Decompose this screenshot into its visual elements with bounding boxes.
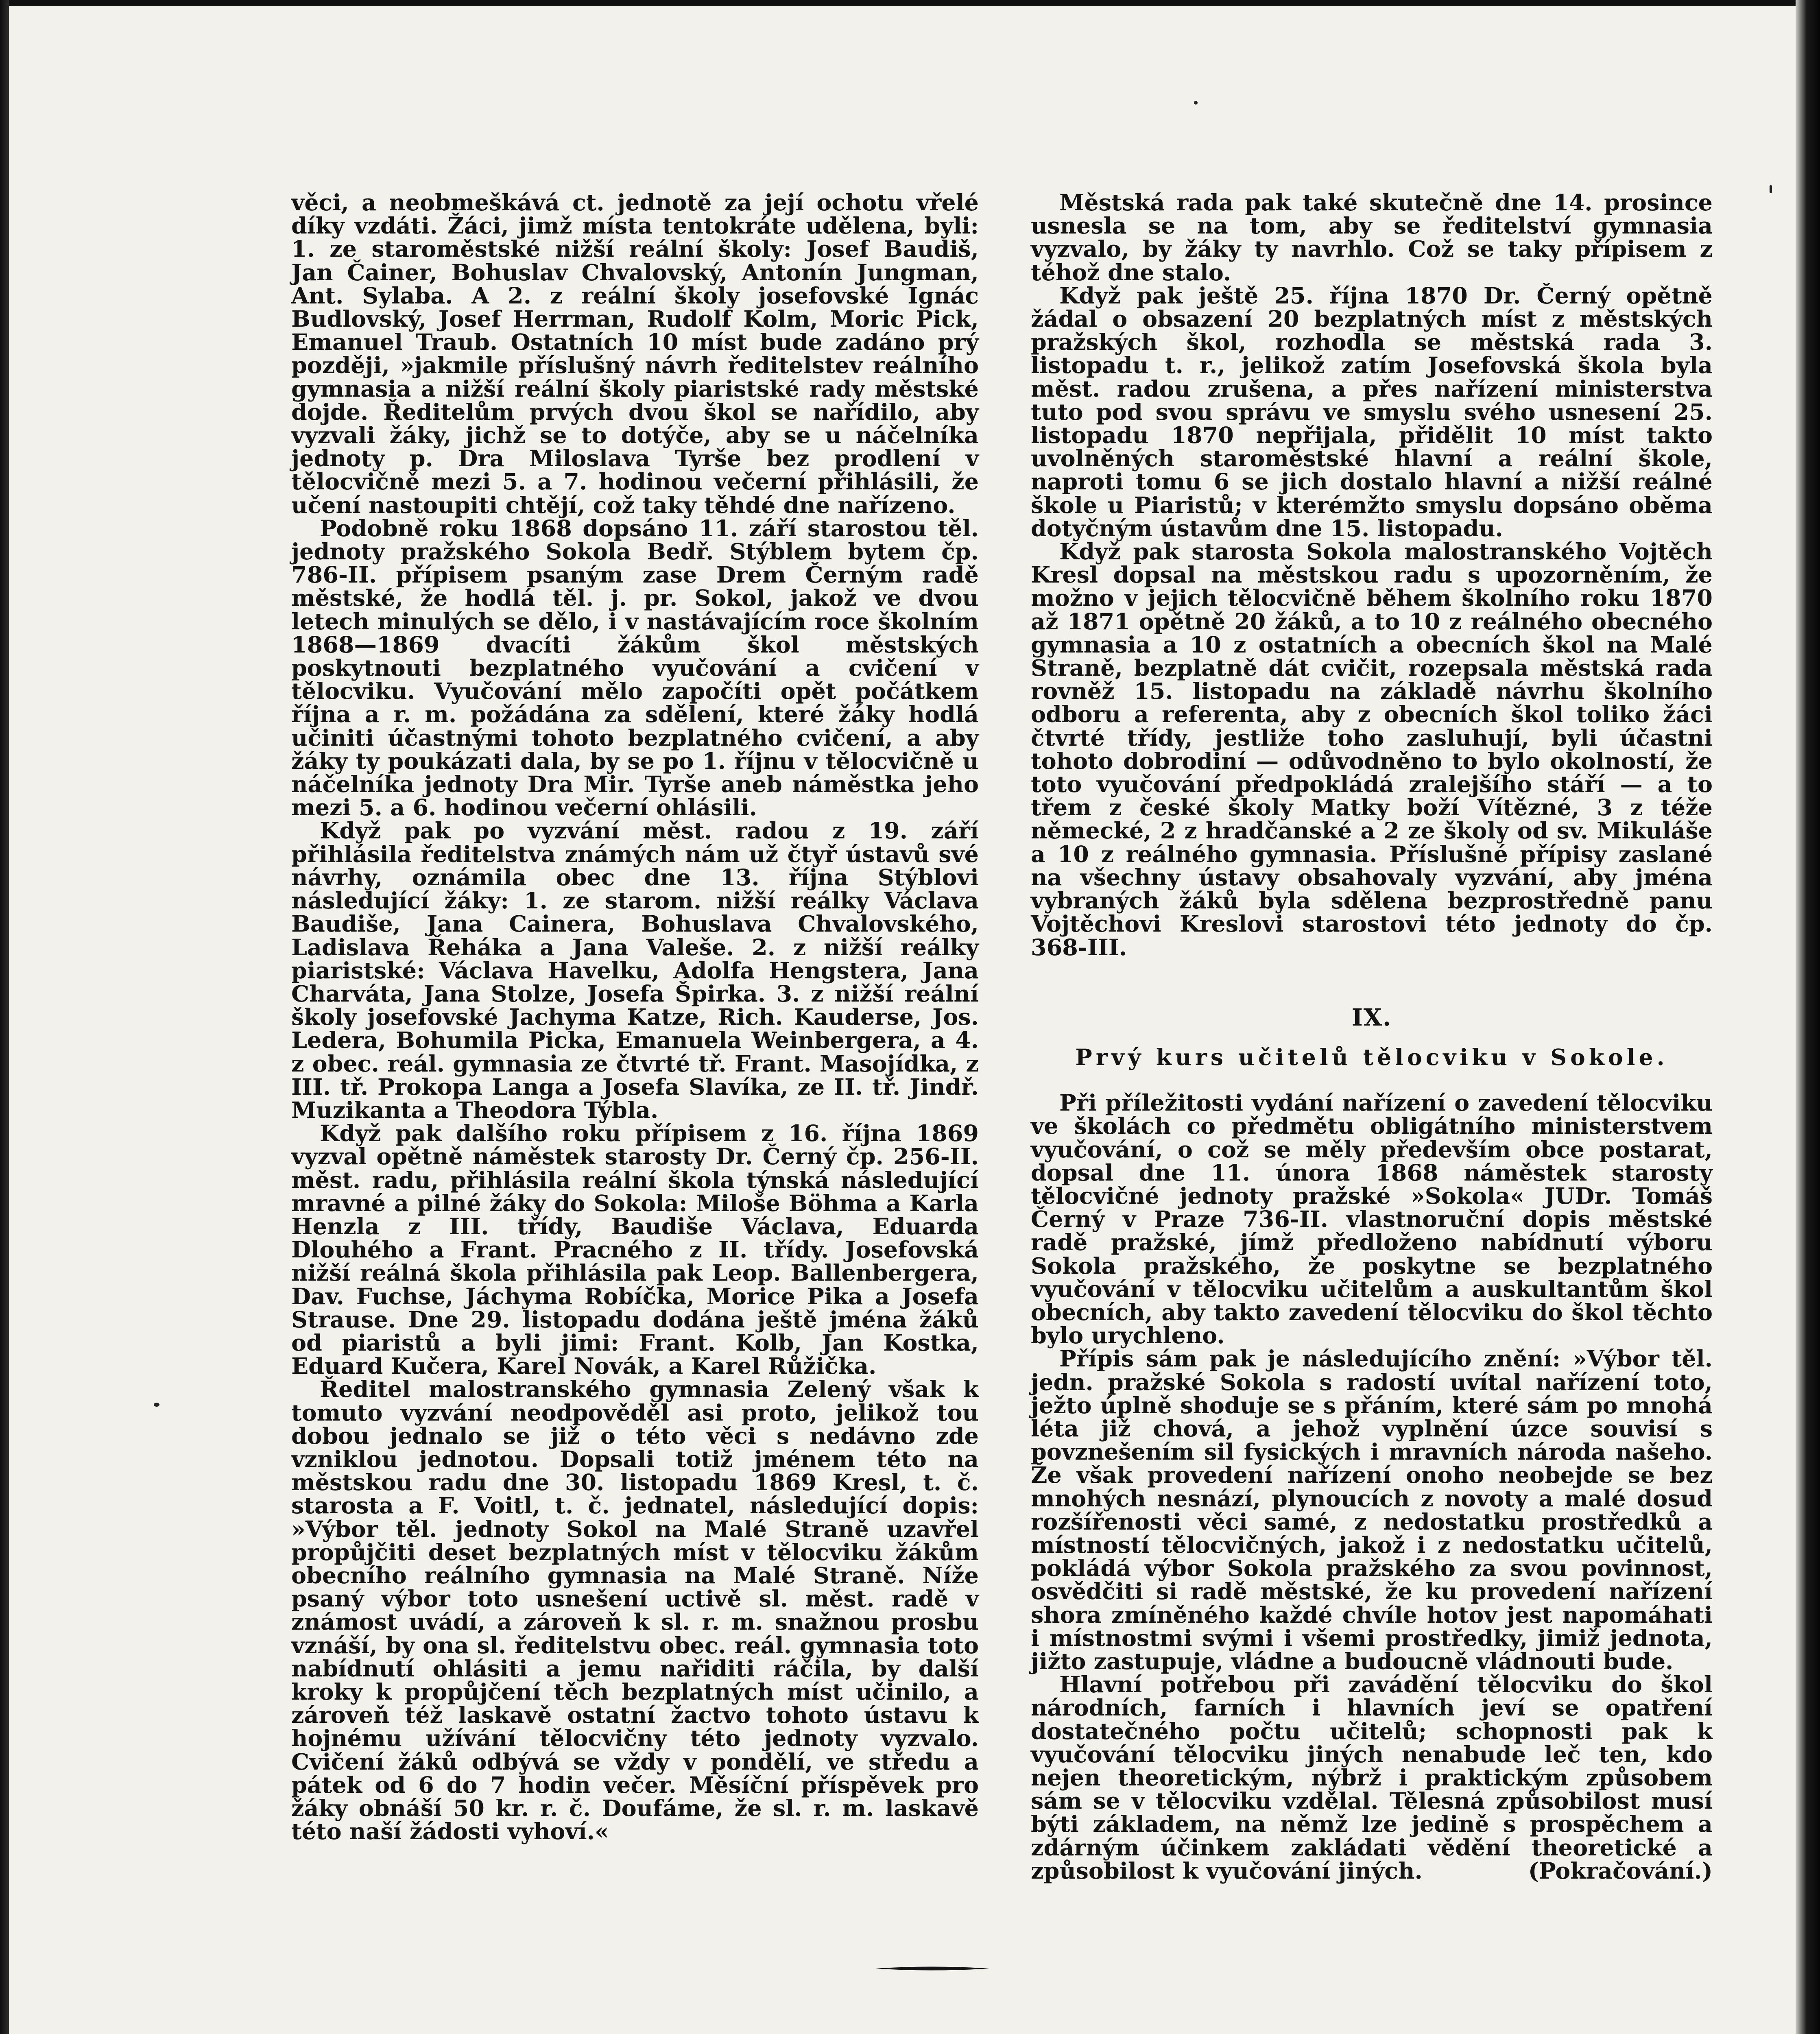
scan-edge-top: [0, 0, 1820, 6]
scan-edge-right: [1796, 0, 1820, 2034]
section-numeral: IX.: [1351, 1003, 1392, 1031]
right-text-column: [1031, 191, 1713, 1883]
section-paragraph: [1031, 1673, 1713, 1883]
left-paragraph: Když pak dalšího roku přípisem z 16. října 1869 vyzval opětně náměstek starosty Dr. Černý čp. 256-II. měst. radu, přihlásila reální škola týnská následující mravné a pilné žáky do Sokola: Miloše Böhma a Karla Henzla z III. třídy, Baudiše Václava, Eduarda Dlouhého a Frant. Pracného z II. třídy. Josefovská nižší reálná škola přihlásila pak Leop. Ballenbergera, Dav. Fuchse, Jáchyma Robíčka, Morice Pika a Josefa Strause. Dne 29. listopadu dodána ještě jména žáků od piaristů a byli jimi: Frant. Kolb, Jan Kostka, Eduard Kučera, Karel Novák, a Karel Růžička.: [291, 1120, 979, 1380]
end-ornament: [875, 1965, 989, 1972]
section-paragraph-text: Hlavní potřebou při zavádění tělocviku do škol národních, farních i hlavních jeví se opatření dostatečného počtu učitelů; schopnosti pak k vyučování tělocviku jiných nenabude leč ten, kdo nejen theoretickým, nýbrž i praktickým způsobem sám se v tělocviku vzdělal. Tělesná způsobilost musí býti základem, na němž lze jedině s prospěchem a zdárným účinkem zakládati vědění theoretické a způsobilost k vyučování jiných.: [1031, 1672, 1713, 1884]
continuation-note: (Pokračování.): [1528, 1857, 1713, 1884]
left-paragraph: Podobně roku 1868 dopsáno 11. září starostou těl. jednoty pražského Sokola Bedř. Stýblem bytem čp. 786-II. přípisem psaným zase Drem Černým radě městské, že hodlá těl. j. pr. Sokol, jakož ve dvou letech minulých se dělo, i v nastávajícím roce školním 1868—1869 dvacíti žákům škol městských poskytnouti bezplatného vyučování a cvičení v tělocviku. Vyučování mělo započíti opět počátkem října a r. m. požádána za sdělení, které žáky hodlá učiniti účastnými tohoto bezplatného cvičení, a aby žáky ty poukázati dala, by se po 1. říjnu v tělocvičně u náčelníka jednoty Dra Mir. Tyrše aneb náměstka jeho mezi 5. a 6. hodinou večerní ohlásili.: [291, 515, 979, 821]
right-paragraph: Když pak starosta Sokola malostranského Vojtěch Kresl dopsal na městskou radu s upozorněním, že možno v jejich tělocvičně během školního roku 1870 až 1871 opětně 20 žáků, a to 10 z reálného obecného gymnasia a 10 z ostatních a obecních škol na Malé Straně, bezplatně dát cvičit, rozepsala městská rada rovněž 15. listopadu na základě návrhu školního odboru a referenta, aby z obecních škol toliko žáci čtvrté třídy, jestliže toho zasluhují, byli účastni tohoto dobrodiní — odůvodněno to bylo okolností, že toto vyučování předpokládá zralejšího stáří — a to třem z české školy Matky boží Vítězné, 3 z téže německé, 2 z hradčanské a 2 ze školy od sv. Mikuláše a 10 z reálného gymnasia. Příslušné přípisy zaslané na všechny ústavy obsahovaly vyzvání, aby jména vybraných žáků byla sdělena bezprostředně panu Vojtěchovi Kreslovi starostovi této jednoty do čp. 368-III.: [1031, 539, 1713, 961]
left-paragraph: věci, a neobmeškává ct. jednotě za její ochotu vřelé díky vzdáti. Žáci, jimž místa tentokráte udělena, byli: 1. ze staroměstské nižší reální školy: Josef Baudiš, Jan Čainer, Bohuslav Chvalovský, Antonín Jungman, Ant. Sylaba. A 2. z reální školy josefovské Ignác Budlovský, Josef Herrman, Rudolf Kolm, Moric Pick, Emanuel Traub. Ostatních 10 míst bude zadáno prý později, »jakmile příslušný návrh ředitelstev reálního gymnasia a nižší reální školy piaristské rady městské dojde. Ředitelům prvých dvou škol se nařídilo, aby vyzvali žáky, jichž se to dotýče, aby se u náčelníka jednoty p. Dra Miloslava Tyrše bez prodlení v tělocvičně mezi 5. a 7. hodinou večerní přihlásili, že učení nastoupiti chtějí, což taky těhdé dne nařízeno.: [291, 190, 979, 519]
ornament-rule-shape: [875, 1967, 989, 1971]
left-text-column: [291, 191, 979, 1843]
scan-edge-left: [0, 0, 9, 2034]
section-title: Prvý kurs učitelů tělocviku v Sokole.: [1075, 1043, 1668, 1070]
section-paragraph: Přípis sám pak je následujícího znění: »Výbor těl. jedn. pražské Sokola s radostí uvítal nařízení toto, ježto úplně shoduje se s přáním, které sám po mnohá léta již chová, a jehož vyplnění úzce souvisí s povznešením sil fysických i mravních národa našeho. Že však provedení nařízení onoho neobejde se bez mnohých nesnází, plynoucích z novoty a malé dosud rozšířenosti věci samé, z nedostatku prostředků a místností tělocvičných, jakož i z nedostatku učitelů, pokládá výbor Sokola pražského za svou povinnost, osvědčiti si radě městské, že ku provedení nařízení shora zmíněného každé chvíle hotov jest napomáhati i místnostmi svými i všemi prostředky, jimiž jednota, jižto zastupuje, vládne a budoucně vládnouti bude.: [1031, 1346, 1713, 1675]
scan-speck: [1770, 185, 1772, 193]
right-paragraph: Městská rada pak také skutečně dne 14. prosince usnesla se na tom, aby se ředitelství gymnasia vyzvalo, by žáky ty navrhlo. Což se taky přípisem z téhož dne stalo.: [1031, 190, 1713, 286]
right-paragraph: Když pak ještě 25. října 1870 Dr. Černý opětně žádal o obsazení 20 bezplatných míst z městských pražských škol, rozhodla se městská rada 3. listopadu t. r., jelikož zatím Josefovská škola byla měst. radou zrušena, a přes nařízení ministerstva tuto pod svou správu ve smyslu svého usnesení 25. listopadu 1870 nepřijala, přidělit 10 míst takto uvolněných staroměstské hlavní a reální škole, naproti tomu 6 se jich dostalo hlavní a nižší reálné škole u Piaristů; v kterémžto smyslu dopsáno oběma dotyčným ústavům dne 15. listopadu.: [1031, 282, 1713, 542]
scan-speck: [154, 1403, 159, 1407]
section-paragraph: Při příležitosti vydání nařízení o zavedení tělocviku ve školách co předmětu obligátního ministerstvem vyučování, o což se měly především obce postarat, dopsal dne 11. února 1868 náměstek starosty tělocvičné jednoty pražské »Sokola« JUDr. Tomáš Černý v Praze 736-II. vlastnoruční dopis městské radě pražské, jímž předloženo nabídnutí výboru Sokola pražského, že poskytne se bezplatného vyučování v tělocviku učitelům a auskultantům škol obecních, aby takto zavedení tělocviku do škol těchto bylo urychleno.: [1031, 1090, 1713, 1349]
left-paragraph: Když pak po vyzvání měst. radou z 19. září přihlásila ředitelstva známých nám už čtyř ústavů své návrhy, oznámila obec dne 13. října Stýblovi následující žáky: 1. ze starom. nižší reálky Václava Baudiše, Jana Cainera, Bohuslava Chvalovského, Ladislava Řeháka a Jana Valeše. 2. z nižší reálky piaristské: Václava Havelku, Adolfa Hengstera, Jana Charváta, Jana Stolze, Josefa Špirka. 3. z nižší reální školy josefovské Jachyma Katze, Rich. Kauderse, Jos. Ledera, Bohumila Picka, Emanuela Weinbergera, a 4. z obec. reál. gymnasia ze čtvrté tř. Frant. Masojídka, z III. tř. Prokopa Langa a Josefa Slavíka, ze II. tř. Jindř. Muzikanta a Theodora Týbla.: [291, 818, 979, 1124]
scan-speck: [1194, 101, 1198, 105]
left-paragraph: Ředitel malostranského gymnasia Zelený však k tomuto vyzvání neodpověděl asi proto, jelikož tou dobou jednalo se již o této věci s nedávno zde vzniklou jednotou. Dopsali totiž jménem této na městskou radu dne 30. listopadu 1869 Kresl, t. č. starosta a F. Voitl, t. č. jednatel, následující dopis: »Výbor těl. jednoty Sokol na Malé Straně uzavřel propůjčiti deset bezplatných míst v tělocviku žákům obecního reálního gymnasia na Malé Straně. Níže psaný výbor toto usnešení uctivě sl. měst. radě v známost uvádí, a zároveň k sl. r. m. snažnou prosbu vznáší, by ona sl. ředitelstvu obec. reál. gymnasia toto nabídnutí ohlásiti a jemu nařiditi ráčila, by další kroky k propůjčení těch bezplatných míst učinilo, a zároveň též laskavě ostatní žactvo tohoto ústavu k hojnému užívání tělocvičny této jednoty vyzvalo. Cvičení žáků odbývá se vždy v pondělí, ve středu a pátek od 6 do 7 hodin večer. Měsíční příspěvek pro žáky obnáší 50 kr. r. č. Doufáme, že sl. r. m. laskavě této naší žádosti vyhoví.«: [291, 1376, 979, 1845]
